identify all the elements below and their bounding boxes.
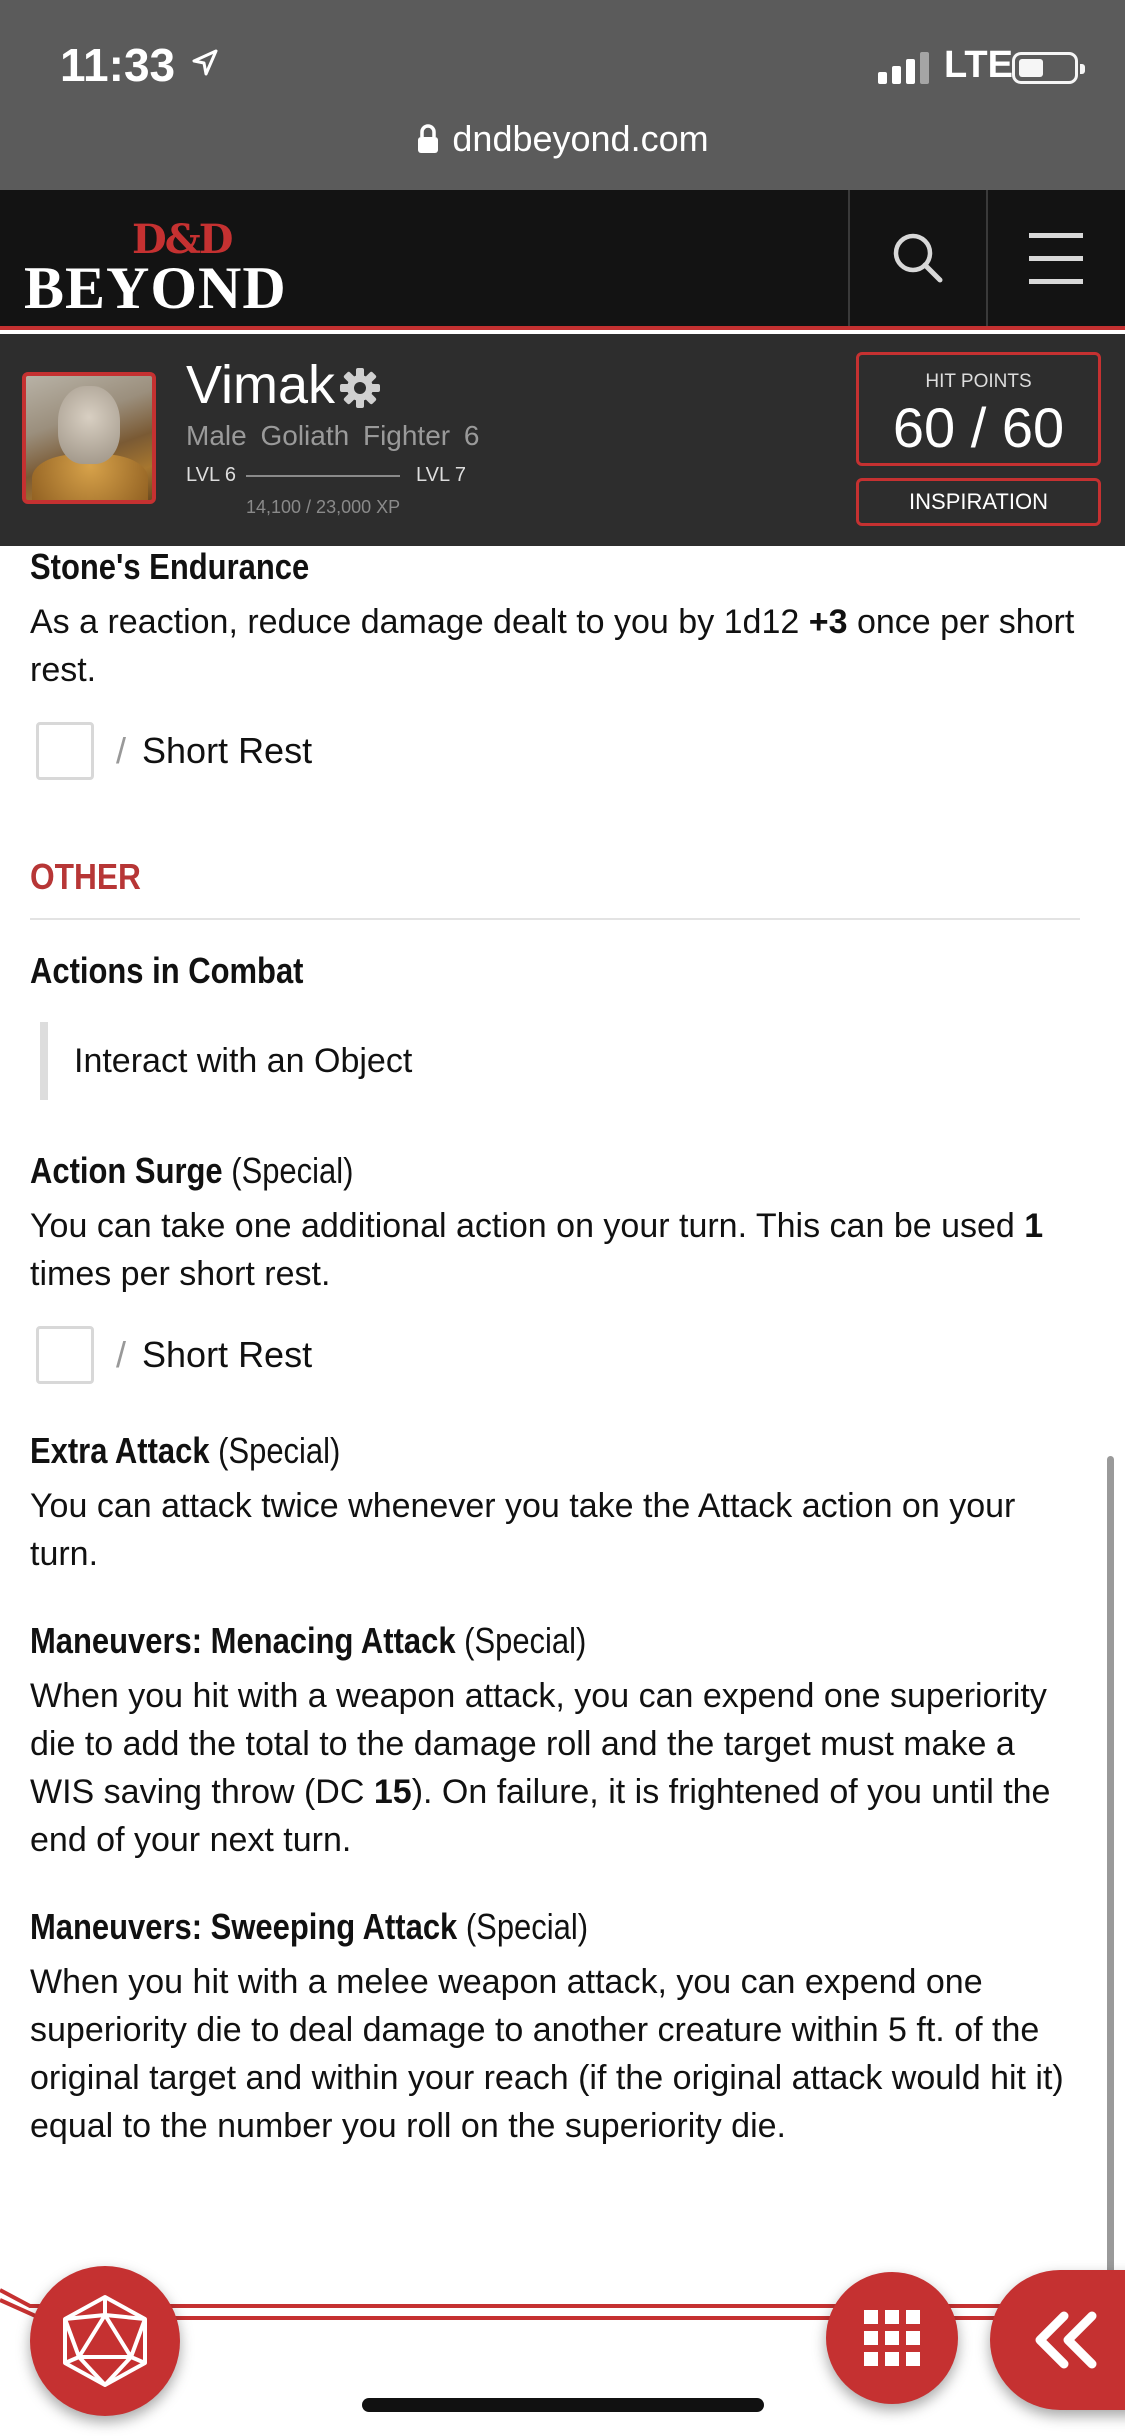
feature-title	[30, 950, 933, 992]
gear-icon[interactable]	[338, 366, 382, 415]
usage-tracker	[30, 1326, 1080, 1384]
character-header	[0, 334, 1125, 546]
feature-tag: (Special)	[222, 1150, 354, 1191]
double-chevron-left-icon	[1030, 2310, 1100, 2370]
location-arrow-icon	[190, 48, 220, 83]
character-name[interactable]: Vimak	[186, 355, 336, 415]
feature-title-text: Extra Attack	[30, 1430, 210, 1471]
character-portrait[interactable]	[22, 372, 156, 504]
feature-tag: (Special)	[455, 1620, 587, 1661]
feature-title[interactable]	[30, 546, 933, 588]
feature-menacing-attack	[30, 1620, 1080, 1864]
usage-checkbox[interactable]	[36, 722, 94, 780]
hit-points-box[interactable]	[856, 352, 1101, 466]
inspiration-button[interactable]: INSPIRATION	[856, 478, 1101, 526]
section-heading: OTHER	[30, 856, 141, 897]
signal-icon	[878, 52, 929, 84]
tracker-slash: /	[116, 730, 127, 771]
usage-tracker	[30, 722, 1080, 780]
xp-progress-bar	[246, 475, 400, 477]
collapse-sidebar-button[interactable]	[990, 2270, 1125, 2410]
combat-action-item[interactable]: Interact with an Object	[40, 1022, 1080, 1100]
scrollbar[interactable]	[1107, 1456, 1114, 2316]
carrier-label: LTE	[944, 44, 1013, 86]
feature-title[interactable]	[30, 1150, 933, 1192]
menu-button[interactable]	[986, 190, 1124, 326]
hit-points-value: 60 / 60	[892, 396, 1065, 459]
battery-icon	[1012, 52, 1078, 84]
feature-actions-in-combat	[30, 950, 1080, 1100]
feature-title-text: Maneuvers: Menacing Attack	[30, 1620, 456, 1661]
current-level: LVL 6	[186, 464, 237, 486]
features-list	[30, 546, 1080, 2150]
feature-description: You can attack twice whenever you take the Attack action on your turn.	[30, 1487, 1016, 1573]
dice-roller-button[interactable]	[30, 2266, 180, 2416]
feature-title[interactable]	[30, 1620, 933, 1662]
feature-description: When you hit with a weapon attack, you can expend one superiority die to add the total to the damage roll and the target must make a WIS saving throw (DC 15). On failure, it is frightened of you until the end of your next turn.	[30, 1677, 1051, 1859]
xp-text: 14,100 / 23,000 XP	[246, 497, 401, 517]
tracker-slash: /	[116, 1334, 127, 1375]
feature-description: You can take one additional action on your turn. This can be used 1 times per short rest.	[30, 1207, 1044, 1293]
section-divider	[30, 918, 1080, 920]
feature-tag: (Special)	[209, 1430, 341, 1471]
section-other	[30, 856, 1080, 920]
clock: 11:33	[60, 39, 176, 91]
address-bar[interactable]	[0, 118, 1125, 163]
site-header	[0, 190, 1125, 330]
feature-title[interactable]	[30, 1906, 933, 1948]
quick-nav-button[interactable]	[826, 2272, 958, 2404]
feature-title-text: Actions in Combat	[30, 950, 304, 991]
next-level: LVL 7	[416, 464, 467, 486]
feature-extra-attack	[30, 1430, 1080, 1578]
search-icon	[890, 230, 946, 286]
feature-title-text: Stone's Endurance	[30, 546, 310, 587]
lock-icon	[416, 121, 440, 163]
logo-wordmark: BEYOND	[24, 255, 287, 321]
feature-title-text: Maneuvers: Sweeping Attack	[30, 1906, 458, 1947]
feature-description: As a reaction, reduce damage dealt to you by 1d12 +3 once per short rest.	[30, 603, 1075, 689]
hit-points-label: HIT POINTS	[925, 371, 1032, 392]
feature-sweeping-attack	[30, 1906, 1080, 2150]
hamburger-menu-icon	[1027, 231, 1085, 285]
reset-type: Short Rest	[142, 730, 313, 771]
search-button[interactable]	[848, 190, 986, 326]
dndbeyond-logo[interactable]	[24, 216, 334, 321]
home-indicator[interactable]	[362, 2398, 764, 2412]
browser-status-bar	[0, 0, 1125, 190]
feature-stones-endurance	[30, 546, 1080, 780]
d20-dice-icon	[57, 2293, 153, 2389]
usage-checkbox[interactable]	[36, 1326, 94, 1384]
feature-tag: (Special)	[457, 1906, 589, 1947]
logo-dnd-mark: D&D	[132, 216, 232, 263]
reset-type: Short Rest	[142, 1334, 313, 1375]
feature-description: When you hit with a melee weapon attack, you can expend one superiority die to deal damage to another creature within 5 ft. of the original target and within your reach (if the original attack would hit it) equal to the number you roll on the superiority die.	[30, 1963, 1064, 2145]
feature-title-text: Action Surge	[30, 1150, 223, 1191]
feature-title[interactable]	[30, 1430, 933, 1472]
url-text: dndbeyond.com	[452, 118, 709, 159]
feature-action-surge	[30, 1150, 1080, 1384]
character-summary: Male Goliath Fighter 6	[186, 420, 480, 451]
grid-icon	[862, 2308, 922, 2368]
